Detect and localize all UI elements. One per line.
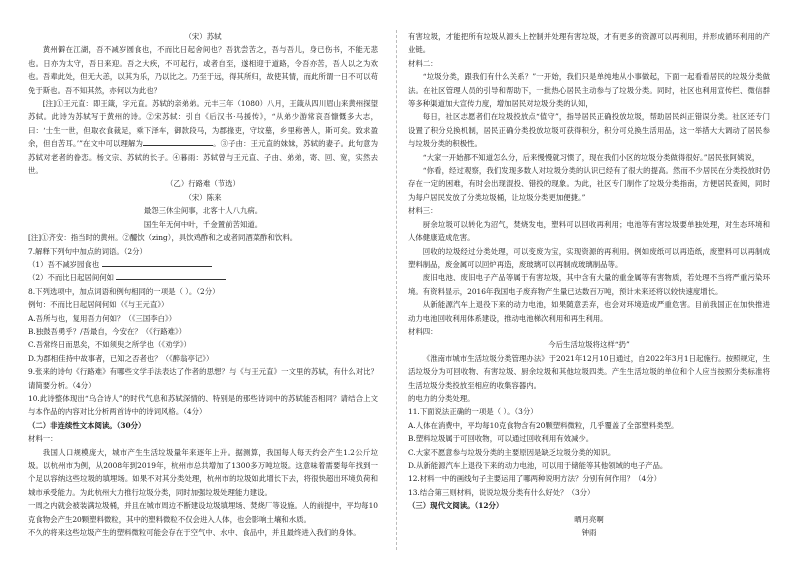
question-12: 12.材料一中的画线句子主要运用了哪两种说明方法？分别有何作用？（4分） <box>408 474 661 484</box>
paragraph: 《淮南市城市生活垃圾分类管理办法》于2021年12月10日通过，自2022年3月1日起施行。按照规定，生活垃圾分为可回收物、有害垃圾、厨余垃圾和其他垃圾四类。产生生活垃圾的单位和个人应当按照分类标准将生活垃圾分类投放至相应的收集容器内。 <box>408 353 770 390</box>
option-b: B.独鼓吾勇乎？/吾最自，今安在？（《行路难》） <box>28 326 187 336</box>
essay-author: 钟雨 <box>581 528 597 538</box>
paragraph: 不久的将来这些垃圾产生的塑料微粒可能会存在于空气中、水中、食品中，并且最终进入我们的身体。 <box>28 528 361 538</box>
answer-blank[interactable] <box>143 137 213 146</box>
question-text: （1）吾不减岁园食也 <box>28 259 100 269</box>
column-divider <box>396 30 397 550</box>
paragraph: “垃圾分类，跟我们有什么关系？”一开始，我们只是单纯地从小事做起，下面一起看看居民的垃圾分类做法。在社区管理人员的引导和帮助下，一批热心居民主动参与了垃圾分类。同时，社区也利用宣传栏、微信群等多种渠道加大宣传力度，增加居民对垃圾分类的认知， <box>408 72 770 109</box>
paragraph: 黄州僻在江湖，吾不减岁圆食也，不而比日起舍间也？吾犹尝苦之，吾与吾儿，身已伤书，不能无悲也。日亦为太守，吾日来迎。吾之大疾，不可起行，或者自至，遂相迎于道路，令吾亦苦，吾人以之为欢也。吾辈此处，但无大恙，以其为乐，乃以比之。乃至于远，得其所归，故使其情，而此所谓一日不可以苟免于斯也。吾不知其然，亦何以为此也？ <box>28 45 378 95</box>
option-d: D.为郡相佳持中故事者，已知之否者也？（《醉翁亭记》） <box>28 353 214 363</box>
poem-line: 最怨三休尘间事，北客十人八九病。 <box>143 206 263 216</box>
section-heading: （三）现代文阅读。（12分） <box>408 501 504 511</box>
option-b: B.塑料垃圾属于可回收物，可以通过回收利用有效减少。 <box>408 434 594 444</box>
question-7-item <box>28 258 378 271</box>
option-d: D.从新能源汽车上退役下来的动力电池，可以用于储能等其他领域的电子产品。 <box>408 461 668 470</box>
poem-line: 国生年无何中叶，千金置前苦知道。 <box>143 219 263 229</box>
material-label: 材料一： <box>28 434 58 444</box>
option-a: A.人体在消费中，平均每10克食物含有20颗塑料微粒，几乎覆盖了全部塑料类型。 <box>408 420 679 430</box>
paragraph: “你看，经过观察，我们发现多数人对垃圾分类的认识已经有了很大的提高。然而不少居民在分类投放时仍存在一定的困难，有时会出现混投、错投的现象。为此，社区专门制作了垃圾分类指南，方便居民查阅，同时为每户居民发放了分类垃圾桶，让垃圾分类更加便捷。” <box>408 166 770 202</box>
poem-title: （乙）行路难（节选） <box>166 179 240 189</box>
material-title: 今后生活垃圾将这样“扔” <box>548 340 630 350</box>
paragraph: 废旧电池、废旧电子产品等属于有害垃圾，其中含有大量的重金属等有害物质，若处理不当将严重污染环境。有资料显示，2016年我国电子废弃物产生量已达数百万吨，预计未来还将以较快速度增长。 <box>408 273 770 296</box>
paragraph: 从新能源汽车上退役下来的动力电池，如果随意丢弃，也会对环境造成严重危害。目前我国正在加快推进动力电池回收利用体系建设，推动电池梯次利用和再生利用。 <box>408 300 770 323</box>
question-text: （2）不而比日起居间何如 <box>28 273 115 283</box>
right-column <box>408 30 770 550</box>
paragraph: 的电力的分类处理。 <box>408 393 475 403</box>
paragraph: 有害垃圾，才能把所有垃圾从源头上控制并处理有害垃圾，才有更多的资源可以再利用，并形成循环利用的产业链。 <box>408 32 770 55</box>
poem-note: [注]①齐安：指当时的黄州。②醵饮（zing），具饮鸡酢和之或者同酒菜酢和饮料。 <box>28 233 298 243</box>
question-8: 8.下列选项中，加点词语和例句相同的一项是（ ）。（2分） <box>28 286 220 296</box>
note-text-cont: 。③子由：王元直的妹妹，苏轼的妻子。此句意为苏轼对老者的眷恋。杨文宗、苏轼的长子。④暮雨：苏轼曾与王元直、子由、弟弟，寄、回、宽，实然去世。 <box>28 139 378 176</box>
question-8-example: 例句：不而比日起居间何如（《与王元直》） <box>28 300 169 310</box>
material-label: 材料二： <box>408 58 438 68</box>
question-7: 7.解释下列句中加点的词语。（2分） <box>28 246 147 256</box>
text-title: （宋）苏轼 <box>184 32 222 41</box>
material-label: 材料四： <box>408 326 438 336</box>
essay-title: 晒月亮啊 <box>574 514 604 524</box>
paragraph: 厨余垃圾可以转化为沼气，焚烧发电，塑料可以回收再利用；电池等有害垃圾要单独处理，对生态环境和人体健康造成危害。 <box>408 219 770 243</box>
paragraph: 回收的垃圾经过分类处理，可以变废为宝，实现资源的再利用。例如废纸可以再造纸，废塑料可以再制成塑料制品，废金属可以回炉再造，废玻璃可以再制成玻璃制品等。 <box>408 246 770 269</box>
paragraph: 一周之内就会被装满垃圾桶，并且在城市周边不断建设垃圾填埋场、焚烧厂等设施。人的前提中，平均每10克食物会产生20颗塑料微粒，其中的塑料微粒不仅会进入人体，也会影响土壤和水质。 <box>28 501 378 524</box>
material-label: 材料三： <box>408 206 438 216</box>
left-column <box>28 30 378 550</box>
paragraph: 我国人口规模庞大，城市产生生活垃圾量年来逐年上升。据测算，我国每人每天约会产生1.2公斤垃圾。以杭州市为例，从2008年到2019年，杭州市总共增加了1300多万吨垃圾。这意味着需要每年找到一个足以容纳这些垃圾的填埋场。如果不对其分类处理，杭州市的垃圾如此增长下去，将很快超出环境负荷和城市承受能力。为此杭州大力推行垃圾分类，同时加强垃圾处理能力建设。 <box>28 447 378 497</box>
question-7-item <box>28 271 378 284</box>
answer-blank[interactable] <box>102 258 212 267</box>
question-11: 11.下面说法正确的一项是（ ）。（3分） <box>408 407 538 417</box>
option-a: A.吾所与也，复用吾力何如？（《三国李白》） <box>28 313 177 323</box>
note-text: [注]①王元直：即王箴，字元直。苏轼的亲弟弟。元丰三年（1080）八月，王箴从四川眉山来黄州探望苏轼。此诗为苏轼写于黄州的诗。②宋苏轼：引自《后汉书·马援传》，“从弟少游常哀吾慷慨多大志，曰：‘士生一世，但取衣食裁足，乘下泽车，御款段马，为郡掾吏，守坟墓，乡里称善人，斯可矣。致求盈余，但自苦耳。’”在文中可以理解为 <box>28 99 378 149</box>
option-c: C.大家不愿意参与垃圾分类的主要原因是缺乏垃圾分类的知识。 <box>408 447 616 457</box>
annotation-note <box>28 97 378 177</box>
paragraph: “大家一开始都不知道怎么分，后来慢慢就习惯了，现在我们小区的垃圾分类做得很好。”居民张阿姨说， <box>422 152 760 162</box>
option-c: C.吾常终日而思矣，不如须臾之所学也（《劝学》） <box>28 340 191 350</box>
question-10: 10.此诗整体现出“乌合诗人”的时代气息和苏轼深情的、特别是的那些诗词中的苏轼能否相同？请结合上文与本作品的内容对比分析两首诗中的诗词风格。（4分） <box>28 393 378 417</box>
question-13: 13.结合第三则材料，说说垃圾分类有什么好处？（3分） <box>408 487 595 497</box>
question-9: 9.张来的诗句《行路难》有哪些文学手法表达了作者的思想？与《与王元直》一文里的苏轼，有什么对比？请简要分析。（4分） <box>28 367 378 390</box>
paragraph: 每日，社区志愿者们在垃圾投放点“值守”，指导居民正确投放垃圾，帮助居民纠正错误分类。社区还专门设置了积分兑换机制，居民正确分类投放垃圾可获得积分，积分可兑换生活用品，这一举措大大调动了居民参与垃圾分类的积极性。 <box>408 112 770 149</box>
section-heading: （二）非连续性文本阅读。（30分） <box>28 420 146 430</box>
answer-blank[interactable] <box>116 271 226 280</box>
poem-author: （宋）陈来 <box>184 192 222 202</box>
